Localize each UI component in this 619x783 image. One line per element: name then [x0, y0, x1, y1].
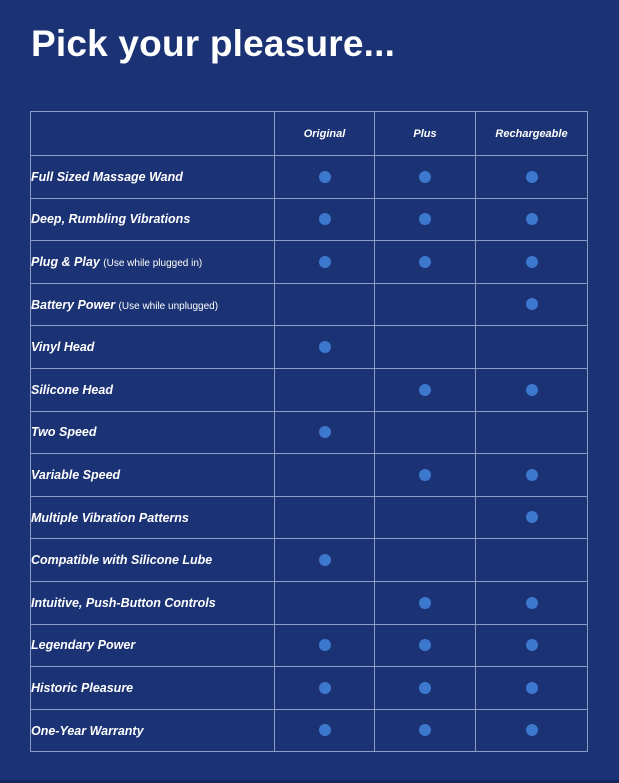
included-dot-icon [526, 298, 538, 310]
feature-cell [31, 198, 275, 241]
table-row [31, 667, 588, 710]
table-row [31, 539, 588, 582]
included-dot-icon [319, 724, 331, 736]
table-row [31, 283, 588, 326]
table-row [31, 326, 588, 369]
cell-rechargeable [476, 326, 588, 369]
included-dot-icon [419, 384, 431, 396]
cell-original [275, 368, 375, 411]
page-title: Pick your pleasure... [31, 23, 396, 64]
included-dot-icon [526, 171, 538, 183]
cell-plus [375, 454, 476, 497]
cell-rechargeable [476, 539, 588, 582]
included-dot-icon [526, 682, 538, 694]
feature-cell [31, 368, 275, 411]
cell-plus [375, 496, 476, 539]
feature-cell [31, 454, 275, 497]
cell-original [275, 198, 375, 241]
included-dot-icon [319, 426, 331, 438]
included-dot-icon [319, 682, 331, 694]
included-dot-icon [419, 171, 431, 183]
column-header-rechargeable: Rechargeable [476, 112, 588, 156]
feature-cell [31, 496, 275, 539]
feature-label: Deep, Rumbling Vibrations [31, 212, 191, 227]
cell-plus [375, 624, 476, 667]
feature-label: Battery Power [31, 297, 116, 312]
cell-original [275, 241, 375, 284]
feature-cell [31, 326, 275, 369]
feature-label: One-Year Warranty [31, 723, 144, 738]
included-dot-icon [419, 682, 431, 694]
feature-note: (Use while plugged in) [103, 257, 203, 269]
cell-rechargeable [476, 198, 588, 241]
feature-cell [31, 241, 275, 284]
cell-original [275, 156, 375, 199]
included-dot-icon [319, 554, 331, 566]
included-dot-icon [319, 213, 331, 225]
feature-label: Variable Speed [31, 467, 121, 482]
cell-original [275, 326, 375, 369]
table-body [31, 156, 588, 752]
included-dot-icon [526, 213, 538, 225]
cell-plus [375, 581, 476, 624]
cell-rechargeable [476, 709, 588, 752]
included-dot-icon [319, 639, 331, 651]
feature-note: (Use while unplugged) [118, 300, 219, 312]
table-header-row [31, 112, 588, 156]
included-dot-icon [419, 469, 431, 481]
feature-label: Full Sized Massage Wand [31, 169, 183, 184]
feature-cell [31, 411, 275, 454]
feature-cell [31, 667, 275, 710]
table-row [31, 198, 588, 241]
cell-original [275, 454, 375, 497]
cell-rechargeable [476, 454, 588, 497]
table-row [31, 496, 588, 539]
included-dot-icon [319, 171, 331, 183]
included-dot-icon [526, 256, 538, 268]
cell-plus [375, 241, 476, 284]
table-row [31, 156, 588, 199]
cell-plus [375, 667, 476, 710]
included-dot-icon [419, 724, 431, 736]
cell-plus [375, 411, 476, 454]
cell-plus [375, 326, 476, 369]
included-dot-icon [526, 724, 538, 736]
cell-rechargeable [476, 667, 588, 710]
included-dot-icon [526, 469, 538, 481]
feature-label: Plug & Play [31, 254, 100, 269]
cell-plus [375, 539, 476, 582]
table-row [31, 241, 588, 284]
included-dot-icon [319, 341, 331, 353]
feature-cell [31, 624, 275, 667]
header-empty-cell [31, 112, 275, 156]
included-dot-icon [419, 639, 431, 651]
feature-label: Silicone Head [31, 382, 113, 397]
feature-label: Legendary Power [31, 638, 136, 653]
cell-original [275, 496, 375, 539]
cell-rechargeable [476, 156, 588, 199]
feature-cell [31, 156, 275, 199]
cell-original [275, 581, 375, 624]
table-row [31, 411, 588, 454]
feature-label: Historic Pleasure [31, 680, 134, 695]
feature-label: Two Speed [31, 425, 97, 440]
table-row [31, 581, 588, 624]
cell-rechargeable [476, 581, 588, 624]
cell-original [275, 539, 375, 582]
table-row [31, 709, 588, 752]
cell-plus [375, 156, 476, 199]
comparison-table [30, 111, 588, 752]
feature-cell [31, 709, 275, 752]
cell-original [275, 667, 375, 710]
included-dot-icon [319, 256, 331, 268]
included-dot-icon [526, 639, 538, 651]
cell-rechargeable [476, 241, 588, 284]
cell-original [275, 709, 375, 752]
included-dot-icon [526, 511, 538, 523]
feature-cell [31, 581, 275, 624]
cell-rechargeable [476, 368, 588, 411]
cell-original [275, 624, 375, 667]
feature-label: Multiple Vibration Patterns [31, 510, 189, 525]
feature-label: Vinyl Head [31, 340, 95, 355]
cell-plus [375, 709, 476, 752]
cell-original [275, 411, 375, 454]
included-dot-icon [526, 384, 538, 396]
column-header-plus: Plus [375, 112, 476, 156]
cell-rechargeable [476, 411, 588, 454]
cell-original [275, 283, 375, 326]
feature-cell [31, 539, 275, 582]
table-row [31, 454, 588, 497]
included-dot-icon [419, 213, 431, 225]
cell-rechargeable [476, 496, 588, 539]
included-dot-icon [526, 597, 538, 609]
column-header-original: Original [275, 112, 375, 156]
feature-label: Compatible with Silicone Lube [31, 553, 213, 568]
cell-plus [375, 368, 476, 411]
cell-rechargeable [476, 283, 588, 326]
table-row [31, 368, 588, 411]
cell-rechargeable [476, 624, 588, 667]
table-row [31, 624, 588, 667]
cell-plus [375, 283, 476, 326]
feature-cell [31, 283, 275, 326]
feature-label: Intuitive, Push-Button Controls [31, 595, 216, 610]
included-dot-icon [419, 597, 431, 609]
cell-plus [375, 198, 476, 241]
included-dot-icon [419, 256, 431, 268]
